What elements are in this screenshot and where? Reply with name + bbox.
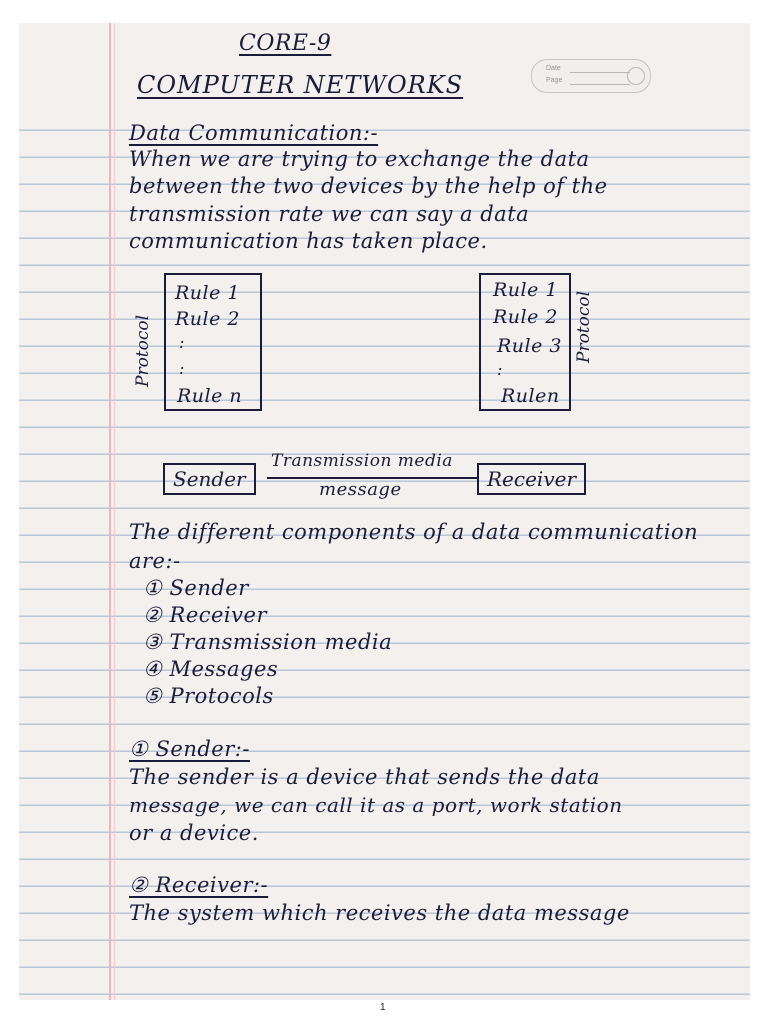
margin-line <box>109 23 111 1000</box>
sender-box: Sender <box>163 463 256 495</box>
sender-line-2: message, we can call it as a port, work station <box>129 793 623 817</box>
component-item-messages: ④ Messages <box>143 657 279 681</box>
right-rule-3: Rule 3 <box>497 335 562 357</box>
left-rule-ellipsis-1: : <box>179 333 185 352</box>
receiver-line-1: The system which receives the data message <box>129 901 630 925</box>
page-underline <box>570 84 630 85</box>
subject-code: CORE-9 <box>239 31 332 56</box>
right-rule-ellipsis: : <box>497 360 503 379</box>
right-rule-1: Rule 1 <box>493 279 558 301</box>
margin-line-inner <box>114 23 115 1000</box>
page-number: 1 <box>380 1002 386 1013</box>
intro-line-3: transmission rate we can say a data <box>129 202 530 226</box>
components-intro-line-2: are:- <box>129 549 181 573</box>
section-heading-data-communication: Data Communication:- <box>129 121 379 145</box>
page-title: COMPUTER NETWORKS <box>137 71 464 99</box>
sender-line-1: The sender is a device that sends the data <box>129 765 600 789</box>
component-item-transmission-media: ③ Transmission media <box>143 630 393 654</box>
intro-line-2: between the two devices by the help of the <box>129 174 608 198</box>
date-label: Date <box>546 65 561 72</box>
right-rule-2: Rule 2 <box>493 306 558 328</box>
right-rule-n: Rulen <box>501 385 560 407</box>
transmission-media-label: Transmission media <box>271 451 453 471</box>
page-label: Page <box>546 77 563 84</box>
notebook-page <box>19 23 750 1000</box>
components-intro-line-1: The different components of a data communication <box>129 520 699 544</box>
intro-line-4: communication has taken place. <box>129 229 488 253</box>
left-rule-n: Rule n <box>177 385 243 407</box>
component-item-sender: ① Sender <box>143 576 249 600</box>
message-label: message <box>319 479 402 500</box>
sender-section-heading: ① Sender:- <box>129 737 250 761</box>
intro-line-1: When we are trying to exchange the data <box>129 147 590 171</box>
receiver-section-heading: ② Receiver:- <box>129 873 269 897</box>
curl-icon <box>627 67 645 85</box>
receiver-box: Receiver <box>477 463 586 495</box>
right-protocol-label: Protocol <box>574 290 594 363</box>
date-page-box <box>531 59 651 93</box>
component-item-protocols: ⑤ Protocols <box>143 684 274 708</box>
left-rule-ellipsis-2: : <box>179 359 185 378</box>
left-rule-2: Rule 2 <box>175 308 240 330</box>
left-protocol-label: Protocol <box>133 314 153 387</box>
date-underline <box>570 72 630 73</box>
left-rule-1: Rule 1 <box>175 282 240 304</box>
sender-line-3: or a device. <box>129 821 259 845</box>
component-item-receiver: ② Receiver <box>143 603 267 627</box>
